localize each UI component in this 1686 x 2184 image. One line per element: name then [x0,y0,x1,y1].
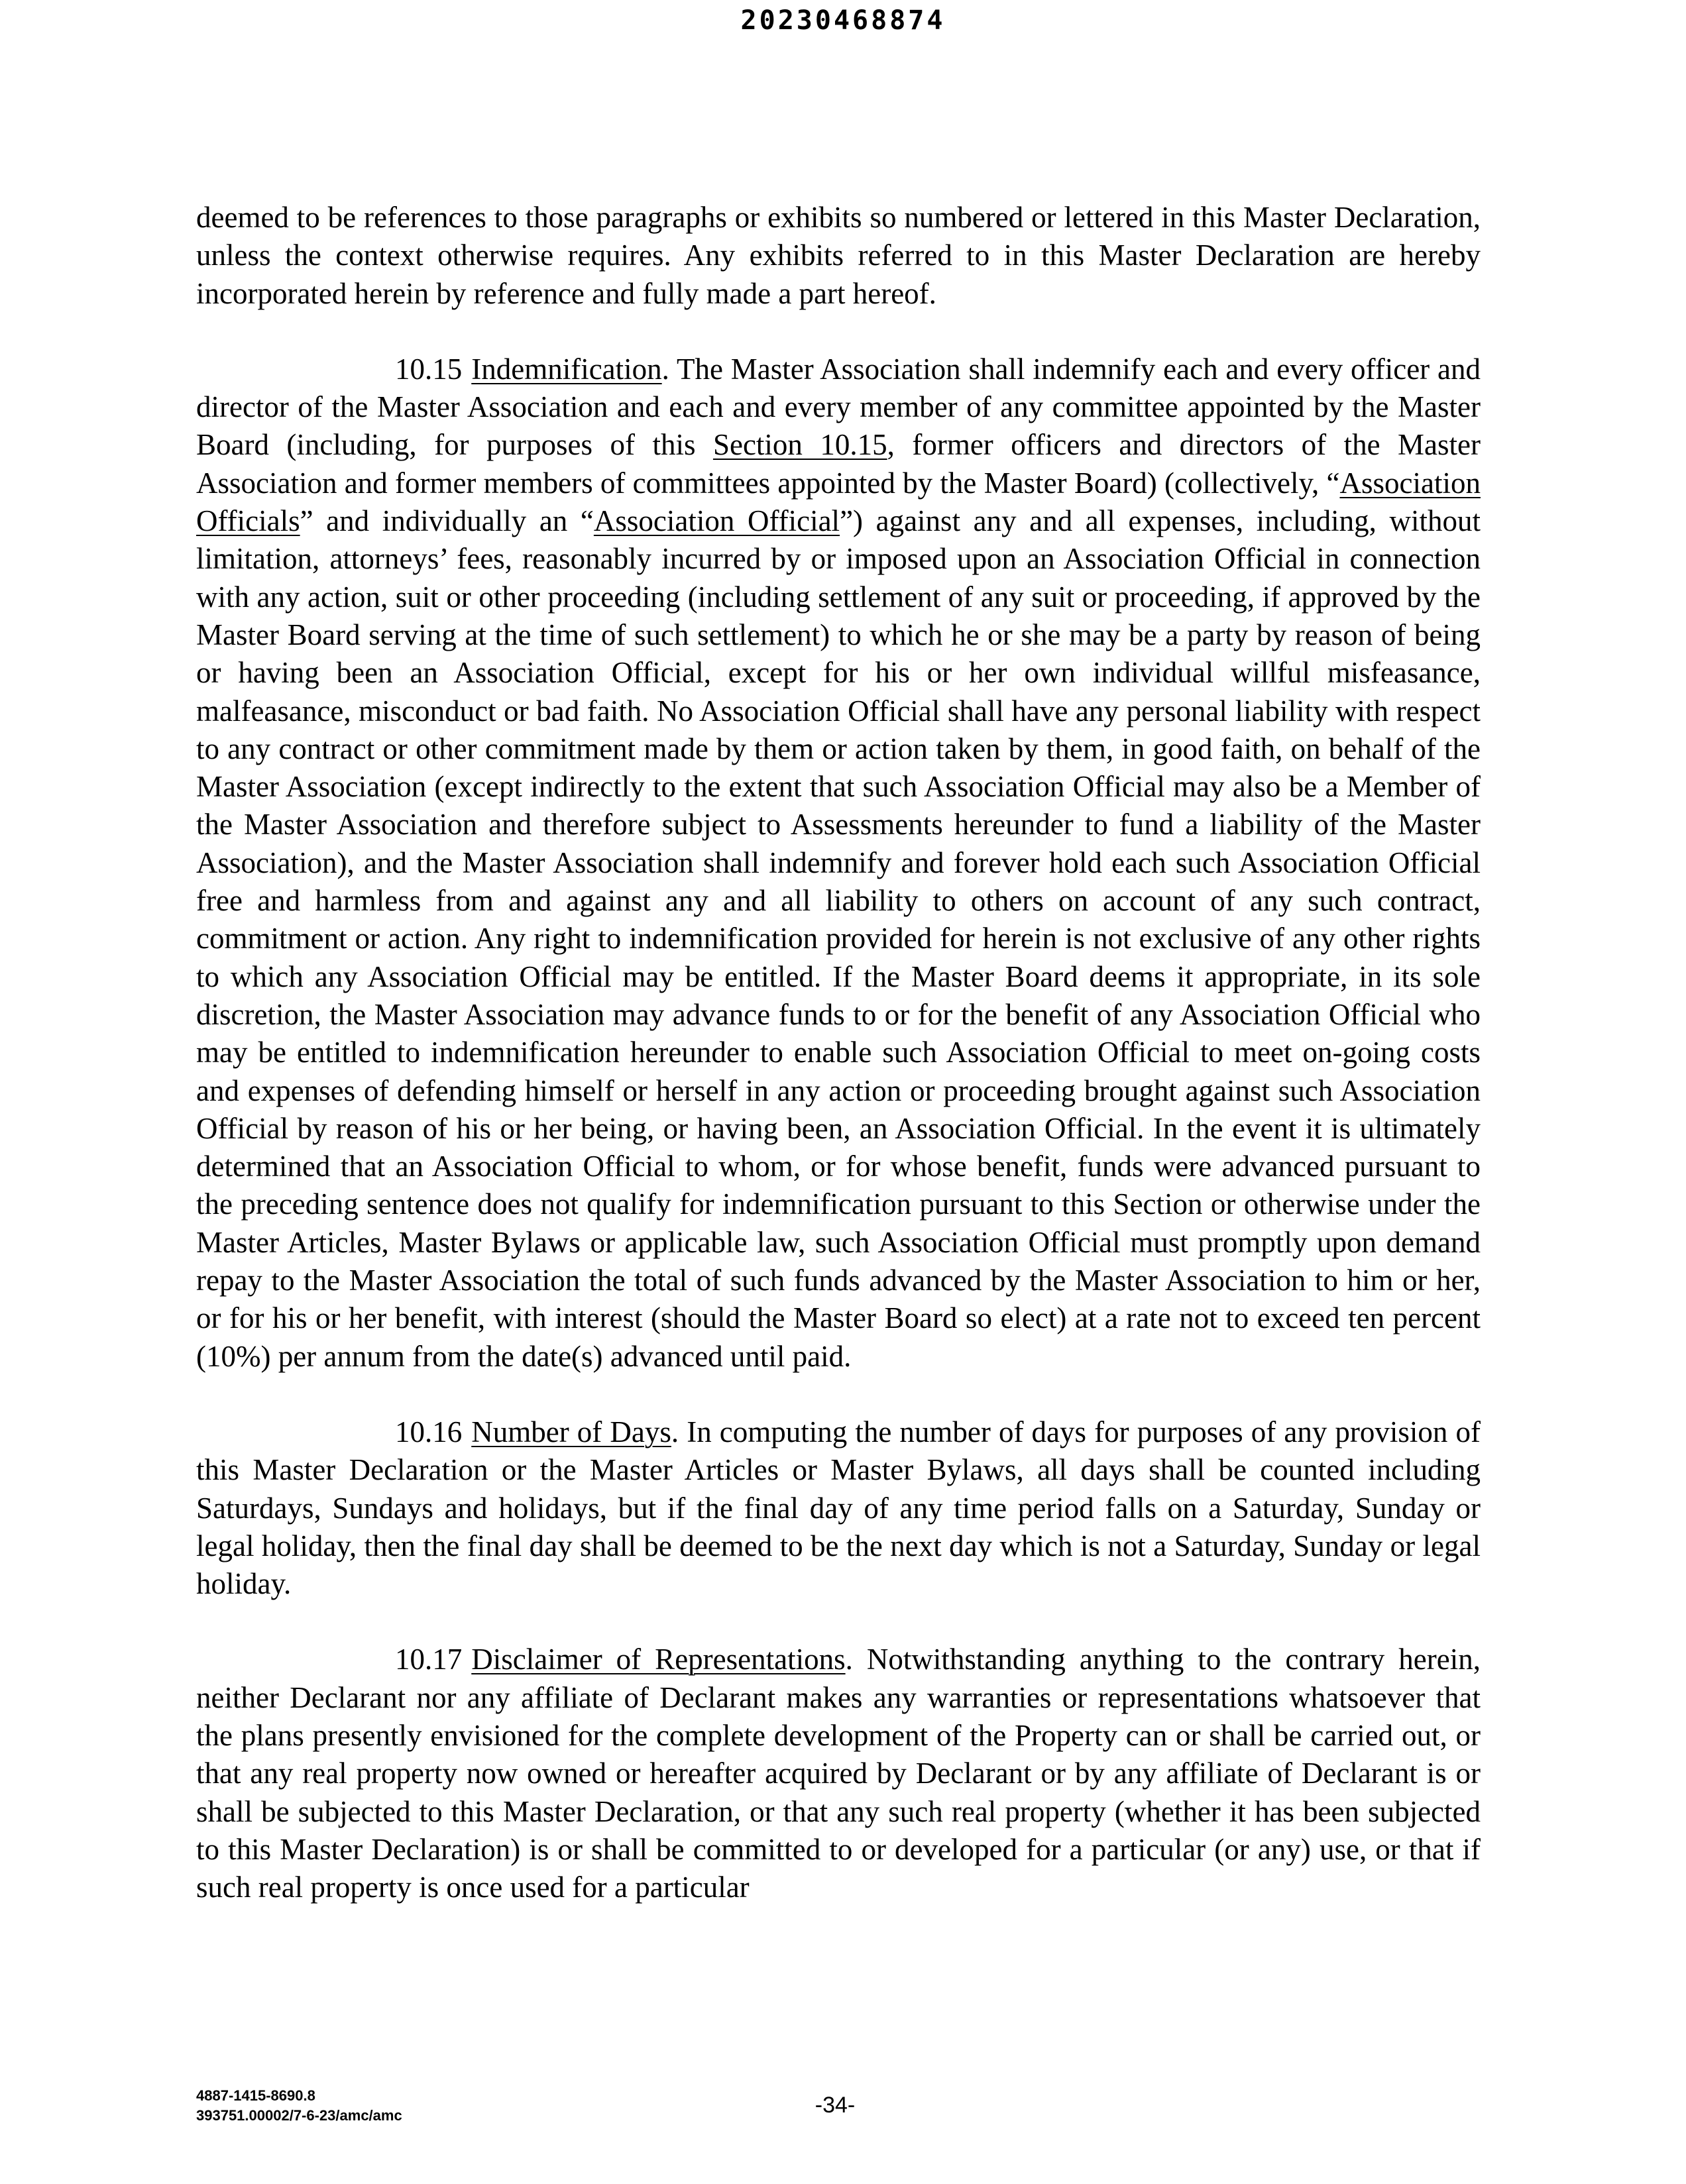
section-heading: Indemnification [471,352,662,386]
section-cross-reference: Section 10.15 [712,428,887,462]
section-number: 10.17 [395,1643,463,1676]
document-body [196,199,1481,1944]
footer-matter-id: 393751.00002/7-6-23/amc/amc [196,2107,402,2124]
paragraph-continuation: deemed to be references to those paragraphs or exhibits so numbered or lettered in this Master Declaration, unless the context otherwise requires. Any exhibits referred to in this Master Declaration are hereby incorporated herein by reference and fully made a part hereof. [196,201,1481,310]
section-text: , former officers and directors of the Master Association and former members of committees appointed by the Master Board) (collectively, “ [196,428,1481,500]
defined-term: Association Official [593,504,840,538]
footer-doc-ids [196,2086,402,2126]
section-number: 10.16 [395,1415,463,1448]
section-10-17 [196,1641,1481,1906]
section-number: 10.15 [395,352,463,386]
section-text: ” and individually an “ [300,504,594,538]
section-text: . The Master Association shall indemnify each and every officer and director of the Master Association and each and every member of any committee appointed by the Master Board (including, for purposes of this [196,352,1481,462]
section-10-16 [196,1413,1481,1603]
section-text: ”) against any and all expenses, including, without limitation, attorneys’ fees, reasonably incurred by or imposed upon an Association Official in connection with any action, suit or other proceeding (including settlement of any suit or proceeding, if approved by the Master Board serving at the time of such settlement) to which he or she may be a party by reason of being or having been an Association Official, except for his or her own individual willful misfeasance, malfeasance, misconduct or bad faith. No Association Official shall have any personal liability with respect to any contract or other commitment made by them or action taken by them, in good faith, on behalf of the Master Association (except indirectly to the extent that such Association Official may also be a Member of the Master Association and therefore subject to Assessments hereunder to fund a liability of the Master Association), and the Master Association shall indemnify and forever hold each such Association Official free and harmless from and against any and all liability to others on account of any such contract, commitment or action. Any right to indemnification provided for herein is not exclusive of any other rights to which any Association Official may be entitled. If the Master Board deems it appropriate, in its sole discretion, the Master Association may advance funds to or for the benefit of any Association Official who may be entitled to indemnification hereunder to enable such Association Official to meet on-going costs and expenses of defending himself or herself in any action or proceeding brought against such Association Official by reason of his or her being, or having been, an Association Official. In the event it is ultimately determined that an Association Official to whom, or for whose benefit, funds were advanced pursuant to the preceding sentence does not qualify for indemnification pursuant to this Section or otherwise under the Master Articles, Master Bylaws or applicable law, such Association Official must promptly upon demand repay to the Master Association the total of such funds advanced by the Master Association to him or her, or for his or her benefit, with interest (should the Master Board so elect) at a rate not to exceed ten percent (10%) per annum from the date(s) advanced until paid. [196,504,1481,1373]
section-10-15 [196,351,1481,1376]
page-number: -34- [815,2093,856,2118]
section-heading: Disclaimer of Representations [471,1643,846,1676]
section-heading: Number of Days [471,1415,671,1448]
section-text: . In computing the number of days for purposes of any provision of this Master Declaration or the Master Articles or Master Bylaws, all days shall be counted including Saturdays, Sundays and holidays, but if the final day of any time period falls on a Saturday, Sunday or legal holiday, then the final day shall be deemed to be the next day which is not a Saturday, Sunday or legal holiday. [196,1415,1481,1601]
footer-doc-id: 4887-1415-8690.8 [196,2087,315,2104]
defined-term: Association Officials [196,466,1481,538]
section-text: . Notwithstanding anything to the contrary herein, neither Declarant nor any affiliate of Declarant makes any warranties or representations whatsoever that the plans presently envisioned for the complete development of the Property can or shall be carried out, or that any real property now owned or hereafter acquired by Declarant or by any affiliate of Declarant is or shall be subjected to this Master Declaration, or that any such real property (whether it has been subjected to this Master Declaration) is or shall be committed to or developed for a particular (or any) use, or that if such real property is once used for a particular [196,1643,1481,1904]
document-number: 20230468874 [740,5,946,36]
